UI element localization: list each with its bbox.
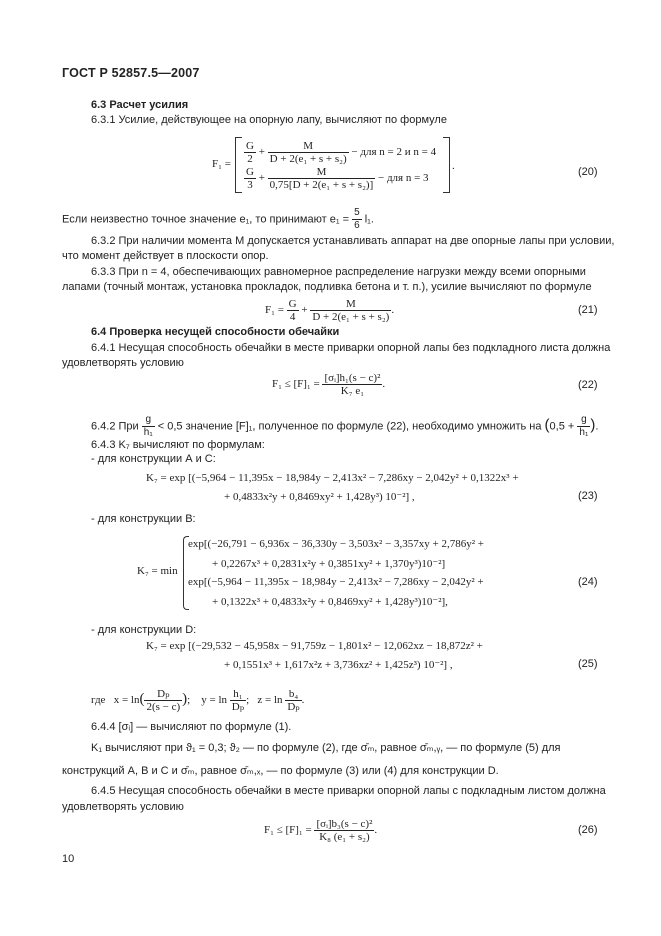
formula-23-line-1: K₇ = exp [(−5,964 − 11,395x − 18,984y − 2,413x² − 7,286xy − 2,042y² + 0,1322x³ + <box>146 472 519 484</box>
formula-24-lhs: K₇ = min <box>137 565 178 577</box>
formula-21: F₁ = $\frac{G}{4}$ + $\frac{M}{\text{D + 2(e₁ + s + s₂)}}$ . <box>265 298 395 323</box>
clause-6-3-2-line-1: 6.3.2 При наличии момента M допускается устанавливать аппарат на две опорные лапы при условии, <box>91 235 615 247</box>
k1-line-1: K₁ вычисляют при ϑ₁ = 0,3; ϑ₂ — по формуле (2), где σ̄ₘ, равное σ̄ₘ,ᵧ, — по формуле (5) для <box>91 742 561 754</box>
clause-6-4-2: 6.4.2 При $\frac{g}{\text{h₁}}$ < 0,5 значение [F]₁, полученное по формуле (22), необходимо умножить на (0,5 + $\frac{g}{\text{h₁}}$ ). <box>91 414 599 438</box>
formula-20-right-brace <box>443 137 450 193</box>
equation-number-22: (22) <box>578 379 598 391</box>
clause-6-3-3-line-2: лапами (точный монтаж, установка прокладок, подливка бетона и т. п.), усилие вычисляют по формуле <box>62 281 592 293</box>
clause-6-4-5-line-1: 6.4.5 Несущая способность обечайки в месте приварки опорной лапы с подкладным листом должна <box>91 785 606 797</box>
section-6-4-title: 6.4 Проверка несущей способности обечайки <box>91 326 340 338</box>
equation-number-24: (24) <box>578 576 598 588</box>
clause-6-3-3-line-1: 6.3.3 При n = 4, обеспечивающих равномерное распределение нагрузки между всеми опорными <box>91 266 586 278</box>
formula-22: F₁ ≤ [F]₁ = $\frac{\text{[σᵢ]h₁(s − c)²}}{\text{K₇ e₁}}$ . <box>272 372 386 397</box>
section-6-3-title: 6.3 Расчет усилия <box>91 99 189 111</box>
equation-number-23: (23) <box>578 490 598 502</box>
formula-24-line-4: + 0,1322x³ + 0,4833x²y + 0,8469xy² + 1,428y³)10⁻²], <box>212 596 448 608</box>
formula-26: F₁ ≤ [F]₁ = $\frac{\text{[σᵢ]b₃(s − c)²}}{\text{K₈ (e₁ + s₂)}}$ . <box>264 818 378 843</box>
clause-6-4-3: 6.4.3 K₇ вычисляют по формулам: <box>91 439 265 451</box>
note-e1: Если неизвестно точное значение e₁, то принимают e₁ = $\frac{5}{6}$ l₁. <box>62 207 374 231</box>
formula-24-line-3: exp[(−5,964 − 11,395x − 18,984y − 2,413x² − 7,286xy − 2,042y² + <box>188 576 484 588</box>
page-number: 10 <box>62 853 75 865</box>
construction-b-label: - для конструкции В: <box>91 513 196 525</box>
k1-line-2: конструкций А, В и С и σ̄ₘ, равное σ̄ₘ,ₓ, — по формуле (3) или (4) для конструкции D. <box>62 765 499 777</box>
variable-definitions: где x = ln( $\frac{\text{Dₚ}}{2(s - c)}$ ); y = ln $\frac{\text{h₁}}{\text{Dₚ}}$ ; z = ln $\frac{\text{b₄}}{\text{Dₚ}}$ . <box>91 688 305 713</box>
equation-number-25: (25) <box>578 658 598 670</box>
equation-number-21: (21) <box>578 304 598 316</box>
formula-20-left-brace <box>235 137 242 193</box>
equation-number-26: (26) <box>578 824 598 836</box>
construction-a-c-label: - для конструкции А и С: <box>91 453 216 465</box>
clause-6-3-2-line-2: что момент действует в плоскости опор. <box>62 250 269 262</box>
clause-6-3-1: 6.3.1 Усилие, действующее на опорную лапу, вычисляют по формуле <box>91 114 447 126</box>
construction-d-label: - для конструкции D: <box>91 624 197 636</box>
formula-20-row-1: $\frac{G}{2}$ + $\frac{M}{\text{D + 2(e₁ + s + s₂)}}$ − для n = 2 и n = 4 <box>246 140 437 165</box>
formula-20-lhs: F₁ = <box>212 158 231 170</box>
formula-23-line-2: + 0,4833x²y + 0,8469xy² + 1,428y³) 10⁻²] , <box>224 491 415 503</box>
clause-6-4-1-line-1: 6.4.1 Несущая способность обечайки в месте приварки опорной лапы без подкладного листа должна <box>91 342 611 354</box>
document-header: ГОСТ Р 52857.5—2007 <box>62 66 200 80</box>
formula-24-line-1: exp[(−26,791 − 6,936x − 36,330y − 3,503x² − 3,357xy + 2,786y² + <box>188 538 484 550</box>
clause-6-4-1-line-2: удовлетворять условию <box>62 357 184 369</box>
formula-24-line-2: + 0,2267x³ + 0,2831x²y + 0,3851xy² + 1,370y³)10⁻²] <box>212 558 446 570</box>
formula-25-line-1: K₇ = exp [(−29,532 − 45,958x − 91,759z − 1,801x² − 12,062xz − 18,872z² + <box>146 640 483 652</box>
equation-number-20: (20) <box>578 166 598 178</box>
formula-20-row-2: $\frac{G}{3}$ + $\frac{M}{\text{0,75[D + 2(e₁ + s + s₂)]}}$ − для n = 3 <box>246 166 429 191</box>
clause-6-4-5-line-2: удовлетворять условию <box>62 801 184 813</box>
formula-20-tail: . <box>452 160 455 172</box>
formula-25-line-2: + 0,1551x³ + 1,617x²z + 3,736xz² + 1,425z³) 10⁻²] , <box>224 659 453 671</box>
clause-6-4-4: 6.4.4 [σᵢ] — вычисляют по формуле (1). <box>91 721 292 733</box>
